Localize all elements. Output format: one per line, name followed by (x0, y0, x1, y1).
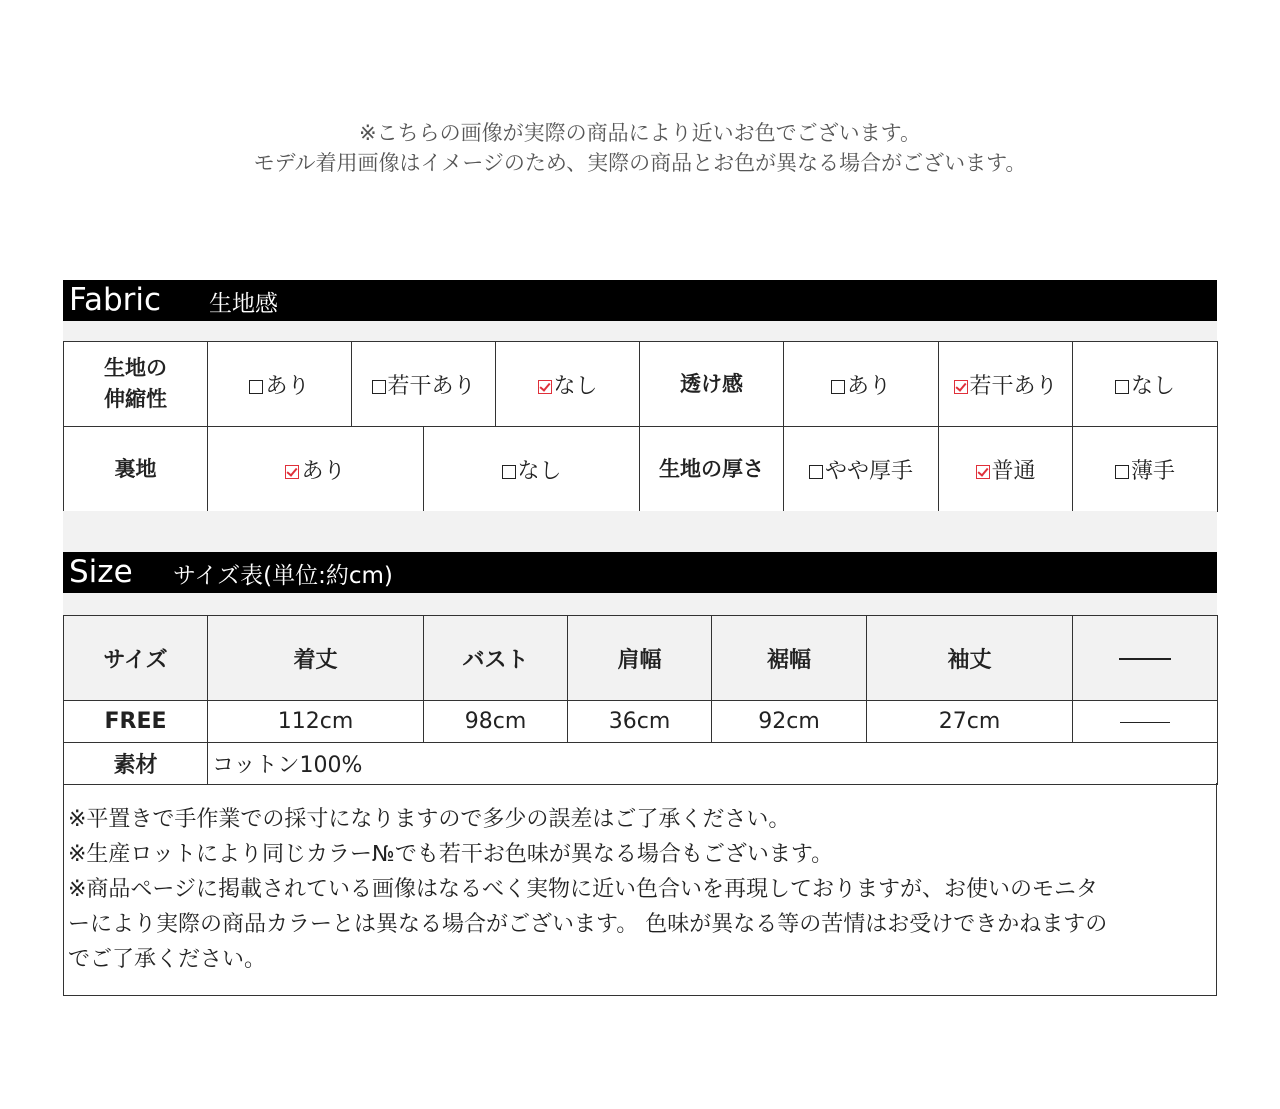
lining-option-2: なし (424, 427, 640, 512)
size-blank-value (1073, 701, 1218, 743)
thickness-label: 生地の厚さ (640, 427, 784, 512)
fabric-title-jp: 生地感 (209, 291, 278, 317)
sheer-option-3: なし (1073, 342, 1218, 427)
size-hem-value: 92cm (712, 701, 867, 743)
notice-line-1: ※こちらの画像が実際の商品により近いお色でございます。 (359, 121, 921, 145)
checkbox-icon (831, 380, 845, 394)
checkbox-icon (1115, 465, 1129, 479)
dash-mark (1119, 658, 1171, 660)
size-spacer (63, 593, 1217, 615)
checked-checkbox-icon (538, 380, 552, 394)
size-title-jp: サイズ表(単位:約cm) (173, 563, 393, 589)
size-header-shoulder: 肩幅 (568, 616, 712, 701)
size-header-size: サイズ (64, 616, 208, 701)
sheer-label: 透け感 (640, 342, 784, 427)
stretch-option-1: あり (208, 342, 352, 427)
checked-checkbox-icon (954, 380, 968, 394)
size-header-sleeve: 袖丈 (867, 616, 1073, 701)
lining-label: 裏地 (64, 427, 208, 512)
size-header-row (64, 616, 1218, 701)
material-label: 素材 (64, 743, 208, 785)
size-data-row (64, 701, 1218, 743)
stretch-option-3: なし (496, 342, 640, 427)
note-line-2: ※生産ロットにより同じカラー№でも若干お色味が異なる場合もございます。 (68, 842, 834, 867)
fabric-header-bar (63, 280, 1217, 321)
size-header-bar (63, 552, 1217, 593)
checkbox-icon (372, 380, 386, 394)
section-spacer (63, 511, 1217, 552)
size-length-value: 112cm (208, 701, 424, 743)
material-row (64, 743, 1218, 785)
note-line-3: ※商品ページに掲載されている画像はなるべく実物に近い色合いを再現しておりますが、お使いのモニタ (68, 877, 1098, 902)
notes-box (63, 783, 1217, 996)
sheer-option-2: 若干あり (939, 342, 1073, 427)
size-header-blank (1073, 616, 1218, 701)
dash-mark (1120, 722, 1170, 723)
thickness-option-1: やや厚手 (784, 427, 939, 512)
size-table (63, 615, 1218, 785)
fabric-table (63, 341, 1218, 512)
size-title-en: Size (69, 554, 133, 590)
note-line-4: ーにより実際の商品カラーとは異なる場合がございます。 色味が異なる等の苦情はお受けできかねますの (68, 912, 1108, 937)
stretch-label: 生地の伸縮性 (64, 342, 208, 427)
color-notice (0, 118, 1280, 178)
notice-line-2: モデル着用画像はイメージのため、実際の商品とお色が異なる場合がございます。 (253, 151, 1027, 175)
fabric-row-2 (64, 427, 1218, 512)
checked-checkbox-icon (976, 465, 990, 479)
checkbox-icon (1115, 380, 1129, 394)
size-free: FREE (64, 701, 208, 743)
size-header-bust: バスト (424, 616, 568, 701)
size-header-length: 着丈 (208, 616, 424, 701)
lining-option-1: あり (208, 427, 424, 512)
checked-checkbox-icon (285, 465, 299, 479)
sheer-option-1: あり (784, 342, 939, 427)
size-sleeve-value: 27cm (867, 701, 1073, 743)
fabric-row-1 (64, 342, 1218, 427)
thickness-option-2: 普通 (939, 427, 1073, 512)
stretch-option-2: 若干あり (352, 342, 496, 427)
checkbox-icon (809, 465, 823, 479)
fabric-title-en: Fabric (69, 282, 162, 318)
checkbox-icon (502, 465, 516, 479)
checkbox-icon (249, 380, 263, 394)
fabric-spacer (63, 321, 1217, 341)
thickness-option-3: 薄手 (1073, 427, 1218, 512)
material-value: コットン100% (208, 743, 1218, 785)
size-shoulder-value: 36cm (568, 701, 712, 743)
note-line-5: でご了承ください。 (68, 947, 267, 972)
size-bust-value: 98cm (424, 701, 568, 743)
size-header-hem: 裾幅 (712, 616, 867, 701)
note-line-1: ※平置きで手作業での採寸になりますので多少の誤差はご了承ください。 (68, 807, 791, 832)
